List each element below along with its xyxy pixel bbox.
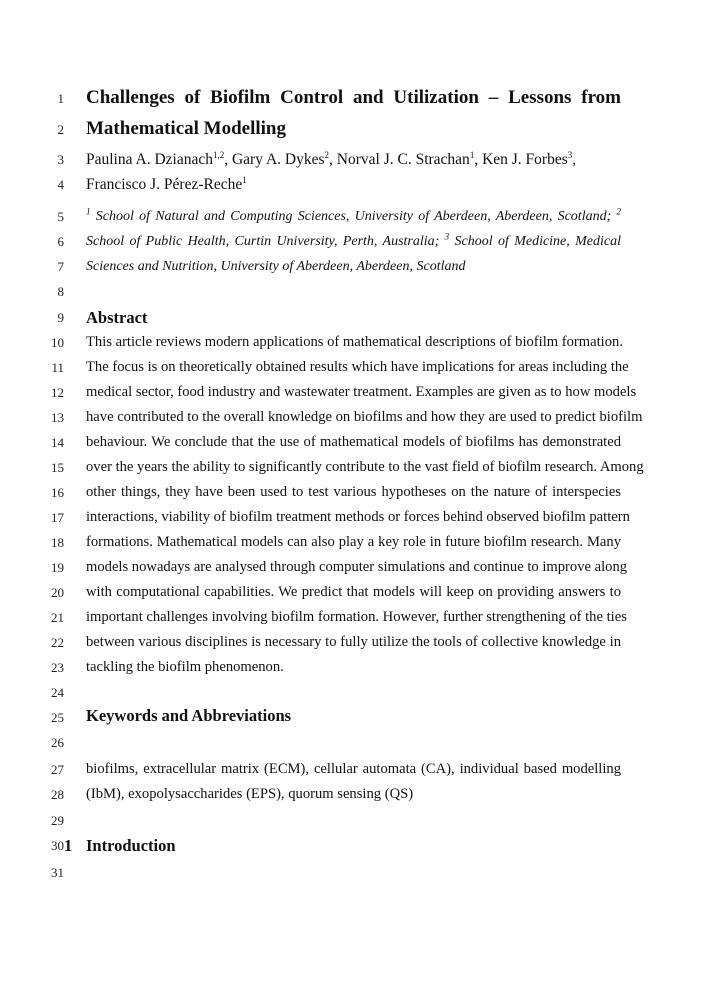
authors-line-1 xyxy=(86,147,621,172)
line-number: 5 xyxy=(57,209,64,224)
abstract-line: medical sector, food industry and wastewater treatment. Examples are given as to how models xyxy=(86,384,637,400)
line-number: 29 xyxy=(51,813,64,828)
line-number: 31 xyxy=(51,865,64,880)
line-number: 15 xyxy=(51,460,64,475)
author-name: Francisco J. Pérez-Reche xyxy=(86,176,243,193)
author-affiliation-sup: 1,2 xyxy=(212,149,225,160)
line-number: 4 xyxy=(57,177,64,192)
introduction-heading: Introduction xyxy=(86,836,176,855)
abstract-line: formations. Mathematical models can also play a key role in future biofilm research. Many xyxy=(86,534,621,550)
affiliation-line-5 xyxy=(86,204,621,229)
line-number: 23 xyxy=(51,660,64,675)
abstract-line: with computational capabilities. We predict that models will keep on providing answers to xyxy=(86,584,621,600)
line-number: 16 xyxy=(51,485,64,500)
abstract-line: between various disciplines is necessary to fully utilize the tools of collective knowledge in xyxy=(86,634,621,650)
author-affiliation-sup: 1 xyxy=(242,174,247,185)
affiliation-text: School of Medicine, Medical xyxy=(449,234,621,249)
title-line-1: Challenges of Biofilm Control and Utilization – Lessons from xyxy=(86,87,621,108)
line-number: 1 xyxy=(57,91,64,106)
abstract-line: behaviour. We conclude that the use of mathematical models of biofilms has demonstrated xyxy=(86,434,621,450)
line-number: 10 xyxy=(51,335,64,350)
line-number: 3 xyxy=(57,152,64,167)
separator: , xyxy=(329,151,337,168)
authors-line-2 xyxy=(86,172,621,197)
affiliation-text: School of Natural and Computing Sciences, University of Aberdeen, Aberdeen, Scotland; xyxy=(90,209,617,224)
keywords-heading: Keywords and Abbreviations xyxy=(86,706,292,725)
line-number: 20 xyxy=(51,585,64,600)
affiliation-line-7: Sciences and Nutrition, University of Aberdeen, Aberdeen, Scotland xyxy=(86,259,466,274)
line-number: 6 xyxy=(57,234,64,249)
author-name: Norval J. C. Strachan xyxy=(336,151,470,168)
line-number: 13 xyxy=(51,410,64,425)
line-number: 11 xyxy=(51,360,64,375)
affiliation-sup: 2 xyxy=(616,206,621,217)
affiliation-text: School of Public Health, Curtin University, Perth, Australia; xyxy=(86,234,445,249)
line-number: 7 xyxy=(57,259,64,274)
abstract-line: This article reviews modern applications of mathematical descriptions of biofilm formation. xyxy=(86,334,623,350)
abstract-line: tackling the biofilm phenomenon. xyxy=(86,659,284,675)
author-name: Gary A. Dykes xyxy=(231,151,325,168)
author-name: Ken J. Forbes xyxy=(482,151,568,168)
line-number: 22 xyxy=(51,635,64,650)
affiliation-sup: 1 xyxy=(86,206,91,217)
abstract-line: models nowadays are analysed through computer simulations and continue to improve along xyxy=(86,559,628,575)
author-affiliation-sup: 3 xyxy=(567,149,573,160)
author-name: Paulina A. Dzianach xyxy=(86,151,213,168)
abstract-line: other things, they have been used to test various hypotheses on the nature of interspecies xyxy=(86,484,621,500)
author-affiliation-sup: 2 xyxy=(324,149,330,160)
line-number: 27 xyxy=(51,762,64,777)
abstract-line: have contributed to the overall knowledge on biofilms and how they are used to predict biofilm xyxy=(86,409,643,425)
separator: , xyxy=(474,151,483,168)
line-number: 28 xyxy=(51,787,64,802)
abstract-line: The focus is on theoretically obtained results which have implications for areas including the xyxy=(86,359,629,375)
line-number: 24 xyxy=(51,685,64,700)
abstract-line: over the years the ability to significantly contribute to the vast field of biofilm research. Among xyxy=(86,459,644,475)
line-number: 30 xyxy=(51,838,64,853)
author-affiliation-sup: 1 xyxy=(469,149,475,160)
line-number: 14 xyxy=(51,435,64,450)
keywords-line: biofilms, extracellular matrix (ECM), cellular automata (CA), individual based modelling xyxy=(86,761,621,777)
line-number: 9 xyxy=(57,310,64,325)
line-number: 8 xyxy=(57,284,64,299)
line-number: 12 xyxy=(51,385,64,400)
separator: , xyxy=(224,151,232,168)
line-number: 18 xyxy=(51,535,64,550)
affiliation-sup: 3 xyxy=(444,231,450,242)
line-number: 26 xyxy=(51,735,64,750)
line-number: 2 xyxy=(57,122,64,137)
section-number: 1 xyxy=(64,836,73,855)
line-number: 19 xyxy=(51,560,64,575)
separator: , xyxy=(572,151,577,168)
abstract-line: interactions, viability of biofilm treatment methods or forces behind observed biofilm pattern xyxy=(86,509,630,525)
abstract-line: important challenges involving biofilm formation. However, further strengthening of the ties xyxy=(86,609,627,625)
title-line-2: Mathematical Modelling xyxy=(86,118,286,139)
line-number: 17 xyxy=(51,510,64,525)
keywords-line: (IbM), exopolysaccharides (EPS), quorum sensing (QS) xyxy=(86,786,414,802)
line-number: 25 xyxy=(51,710,64,725)
affiliation-line-6 xyxy=(86,229,621,254)
abstract-heading: Abstract xyxy=(86,308,148,327)
line-number: 21 xyxy=(51,610,64,625)
